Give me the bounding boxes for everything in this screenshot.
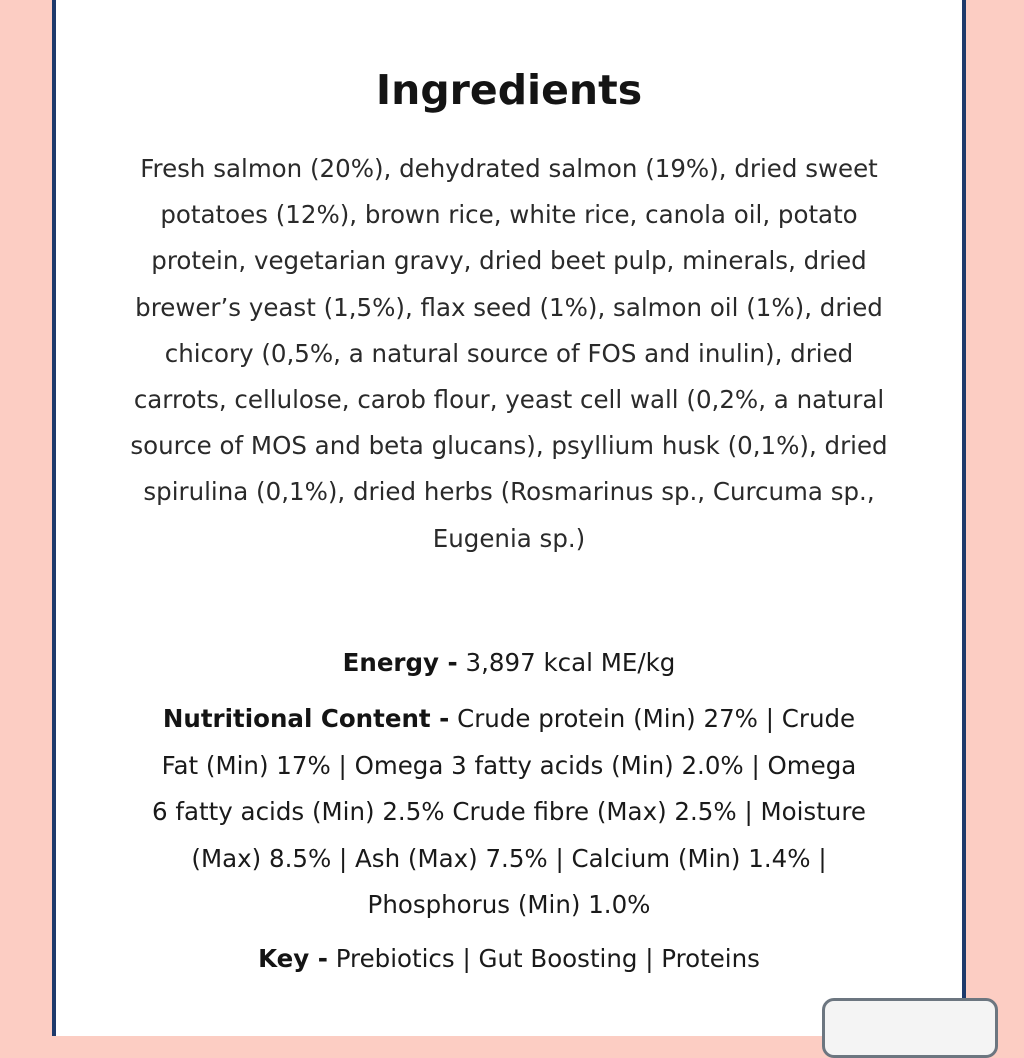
energy-value: 3,897 kcal ME/kg — [465, 648, 676, 677]
key-value: Prebiotics | Gut Boosting | Proteins — [335, 944, 760, 973]
energy-label: Energy - — [342, 648, 458, 677]
partial-button[interactable] — [822, 998, 998, 1058]
ingredients-text: Fresh salmon (20%), dehydrated salmon (19%), dried sweet potatoes (12%), brown rice, white rice, canola oil, potato protein, vegetarian gravy, dried beet pulp, minerals, dried brewer’s yeast (1,5%), flax seed (1%), salmon oil (1%), dried chicory (0,5%, a natural source of FOS and inulin), dried carrots, cellulose, carob flour, yeast cell wall (0,2%, a natural source of MOS and beta glucans), psyllium husk (0,1%), dried spirulina (0,1%), dried herbs (Rosmarinus sp., Curcuma sp., Eugenia sp.) — [130, 154, 888, 553]
nutritional-content-label: Nutritional Content - — [162, 704, 450, 733]
product-info-card — [52, 0, 966, 1036]
key-line — [151, 936, 867, 982]
ingredients-heading: Ingredients — [375, 66, 643, 114]
nutritional-content-value: Crude protein (Min) 27% | Crude Fat (Min) 17% | Omega 3 fatty acids (Min) 2.0% | Omega 6 fatty acids (Min) 2.5% Crude fibre (Max) 2.5% | Moisture (Max) 8.5% | Ash (Max) 7.5% | Calcium (Min) 1.4% | Phosphorus (Min) 1.0% — [152, 704, 866, 919]
key-label: Key - — [258, 944, 328, 973]
nutritional-content-line — [151, 696, 867, 929]
energy-line — [151, 640, 867, 686]
